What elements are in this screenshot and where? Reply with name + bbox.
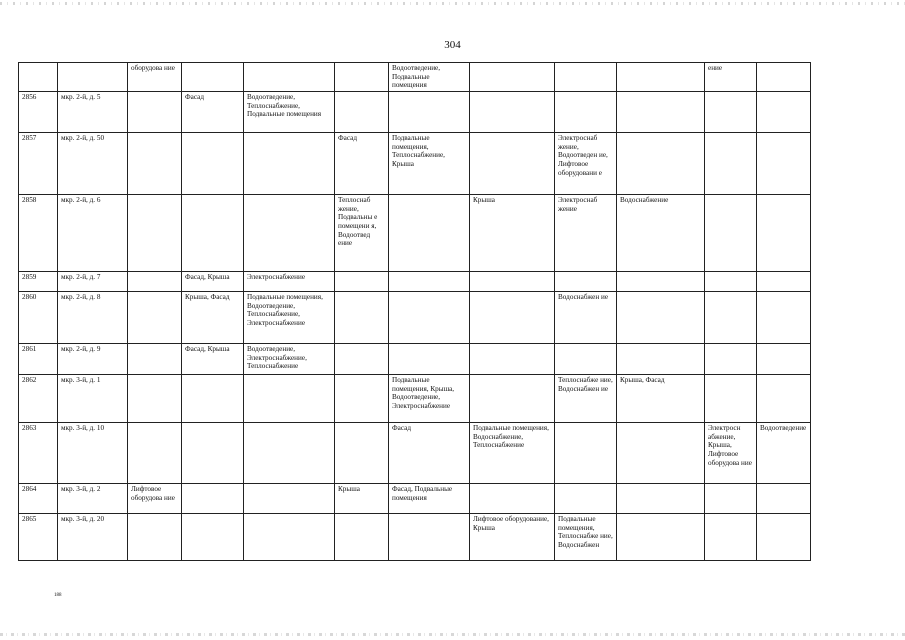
- col-8-cell: [617, 92, 705, 133]
- col-10-cell: [757, 375, 811, 423]
- col-5-cell: [389, 272, 470, 292]
- col-5-cell: Фасад: [389, 423, 470, 484]
- address-cell: мкр. 2-й, д. 5: [58, 92, 128, 133]
- col-6-cell: Подвальные помещения, Водоснабжение, Теплоснабжение: [470, 423, 555, 484]
- col-1-cell: [128, 514, 182, 561]
- address-cell: мкр. 2-й, д. 8: [58, 292, 128, 344]
- table-row: [19, 272, 811, 292]
- col-7-cell: [555, 272, 617, 292]
- col-7-cell: Подвальные помещения, Теплоснабже ние, Водоснабжен: [555, 514, 617, 561]
- col-3-cell: [244, 484, 335, 514]
- row-number-cell: 2861: [19, 344, 58, 375]
- row-number-cell: 2859: [19, 272, 58, 292]
- col-8-cell: Крыша, Фасад: [617, 375, 705, 423]
- address-cell: мкр. 2-й, д. 7: [58, 272, 128, 292]
- col-1-cell: Лифтовое оборудова ние: [128, 484, 182, 514]
- col-1-cell: [128, 92, 182, 133]
- col-2-cell: [182, 484, 244, 514]
- col-1-cell: оборудова ние: [128, 63, 182, 92]
- col-10-cell: [757, 195, 811, 272]
- col-2-cell: Крыша, Фасад: [182, 292, 244, 344]
- col-5-cell: [389, 195, 470, 272]
- col-4-cell: [335, 272, 389, 292]
- col-1-cell: [128, 292, 182, 344]
- address-cell: мкр. 2-й, д. 50: [58, 133, 128, 195]
- col-9-cell: ение: [705, 63, 757, 92]
- col-3-cell: [244, 514, 335, 561]
- col-1-cell: [128, 375, 182, 423]
- col-9-cell: [705, 344, 757, 375]
- col-3-cell: [244, 423, 335, 484]
- col-4-cell: [335, 63, 389, 92]
- table-row: [19, 292, 811, 344]
- col-2-cell: [182, 375, 244, 423]
- col-5-cell: [389, 92, 470, 133]
- page-number: 304: [444, 39, 461, 51]
- col-9-cell: [705, 195, 757, 272]
- col-4-cell: [335, 292, 389, 344]
- col-6-cell: [470, 292, 555, 344]
- col-3-cell: Электроснабжение: [244, 272, 335, 292]
- table-row: [19, 195, 811, 272]
- col-4-cell: [335, 423, 389, 484]
- col-2-cell: [182, 133, 244, 195]
- col-8-cell: [617, 484, 705, 514]
- col-1-cell: [128, 423, 182, 484]
- col-6-cell: Лифтовое оборудование, Крыша: [470, 514, 555, 561]
- col-6-cell: [470, 484, 555, 514]
- col-7-cell: [555, 63, 617, 92]
- row-number-cell: 2860: [19, 292, 58, 344]
- col-10-cell: [757, 133, 811, 195]
- address-cell: мкр. 3-й, д. 10: [58, 423, 128, 484]
- col-5-cell: Подвальные помещения, Теплоснабжение, Крыша: [389, 133, 470, 195]
- col-4-cell: [335, 514, 389, 561]
- address-cell: мкр. 3-й, д. 20: [58, 514, 128, 561]
- table-row: [19, 423, 811, 484]
- row-number-cell: 2864: [19, 484, 58, 514]
- col-5-cell: Водоотведение, Подвальные помещения: [389, 63, 470, 92]
- col-6-cell: [470, 375, 555, 423]
- col-3-cell: Водоотведение, Теплоснабжение, Подвальные помещения: [244, 92, 335, 133]
- col-6-cell: [470, 133, 555, 195]
- col-9-cell: [705, 92, 757, 133]
- col-7-cell: Электроснаб жение, Водоотведен ие, Лифтовое оборудовани е: [555, 133, 617, 195]
- col-3-cell: Водоотведение, Электроснабжение, Теплоснабжение: [244, 344, 335, 375]
- col-7-cell: Водоснабжен ие: [555, 292, 617, 344]
- col-3-cell: [244, 133, 335, 195]
- col-8-cell: [617, 514, 705, 561]
- col-5-cell: [389, 514, 470, 561]
- col-7-cell: Теплоснабже ние, Водоснабжен ие: [555, 375, 617, 423]
- table-row: [19, 484, 811, 514]
- col-10-cell: [757, 292, 811, 344]
- table-row: [19, 92, 811, 133]
- footer-mark: 188: [54, 593, 62, 598]
- col-5-cell: Фасад, Подвальные помещения: [389, 484, 470, 514]
- col-9-cell: [705, 292, 757, 344]
- col-9-cell: Электросн абжение, Крыша, Лифтовое оборудова ние: [705, 423, 757, 484]
- col-2-cell: Фасад, Крыша: [182, 344, 244, 375]
- scan-noise-top: [0, 2, 905, 5]
- col-2-cell: [182, 514, 244, 561]
- col-10-cell: [757, 272, 811, 292]
- col-10-cell: Водоотведение: [757, 423, 811, 484]
- col-9-cell: [705, 514, 757, 561]
- col-5-cell: [389, 344, 470, 375]
- col-3-cell: [244, 63, 335, 92]
- col-4-cell: Фасад: [335, 133, 389, 195]
- col-8-cell: [617, 292, 705, 344]
- table-row: [19, 133, 811, 195]
- col-1-cell: [128, 344, 182, 375]
- col-8-cell: [617, 133, 705, 195]
- col-10-cell: [757, 344, 811, 375]
- col-1-cell: [128, 133, 182, 195]
- col-8-cell: [617, 63, 705, 92]
- address-cell: мкр. 3-й, д. 1: [58, 375, 128, 423]
- col-8-cell: [617, 344, 705, 375]
- col-4-cell: [335, 92, 389, 133]
- housing-repair-schedule-table: [18, 62, 811, 561]
- col-7-cell: Электроснаб жение: [555, 195, 617, 272]
- col-10-cell: [757, 484, 811, 514]
- col-5-cell: [389, 292, 470, 344]
- col-8-cell: [617, 423, 705, 484]
- col-6-cell: [470, 272, 555, 292]
- col-2-cell: [182, 63, 244, 92]
- col-7-cell: [555, 92, 617, 133]
- col-5-cell: Подвальные помещения, Крыша, Водоотведение, Электроснабжение: [389, 375, 470, 423]
- table-row: [19, 344, 811, 375]
- col-4-cell: [335, 375, 389, 423]
- address-cell: [58, 63, 128, 92]
- table-row: [19, 63, 811, 92]
- row-number-cell: 2858: [19, 195, 58, 272]
- col-8-cell: Водоснабжение: [617, 195, 705, 272]
- col-3-cell: [244, 195, 335, 272]
- address-cell: мкр. 2-й, д. 6: [58, 195, 128, 272]
- col-7-cell: [555, 484, 617, 514]
- col-8-cell: [617, 272, 705, 292]
- row-number-cell: 2857: [19, 133, 58, 195]
- col-6-cell: [470, 63, 555, 92]
- col-10-cell: [757, 514, 811, 561]
- row-number-cell: [19, 63, 58, 92]
- col-1-cell: [128, 272, 182, 292]
- col-9-cell: [705, 375, 757, 423]
- row-number-cell: 2862: [19, 375, 58, 423]
- col-4-cell: Теплоснаб жение, Подвальны е помещени я, Водоотвед ение: [335, 195, 389, 272]
- row-number-cell: 2856: [19, 92, 58, 133]
- col-4-cell: Крыша: [335, 484, 389, 514]
- address-cell: мкр. 2-й, д. 9: [58, 344, 128, 375]
- scan-noise-bottom: [0, 633, 905, 636]
- col-6-cell: [470, 344, 555, 375]
- col-10-cell: [757, 92, 811, 133]
- col-7-cell: [555, 423, 617, 484]
- col-3-cell: Подвальные помещения, Водоотведение, Теплоснабжение, Электроснабжение: [244, 292, 335, 344]
- col-3-cell: [244, 375, 335, 423]
- table-row: [19, 514, 811, 561]
- col-4-cell: [335, 344, 389, 375]
- col-9-cell: [705, 272, 757, 292]
- col-9-cell: [705, 484, 757, 514]
- col-7-cell: [555, 344, 617, 375]
- address-cell: мкр. 3-й, д. 2: [58, 484, 128, 514]
- col-2-cell: Фасад: [182, 92, 244, 133]
- col-10-cell: [757, 63, 811, 92]
- row-number-cell: 2865: [19, 514, 58, 561]
- col-6-cell: Крыша: [470, 195, 555, 272]
- table-row: [19, 375, 811, 423]
- col-1-cell: [128, 195, 182, 272]
- col-6-cell: [470, 92, 555, 133]
- row-number-cell: 2863: [19, 423, 58, 484]
- col-2-cell: Фасад, Крыша: [182, 272, 244, 292]
- col-2-cell: [182, 195, 244, 272]
- col-2-cell: [182, 423, 244, 484]
- col-9-cell: [705, 133, 757, 195]
